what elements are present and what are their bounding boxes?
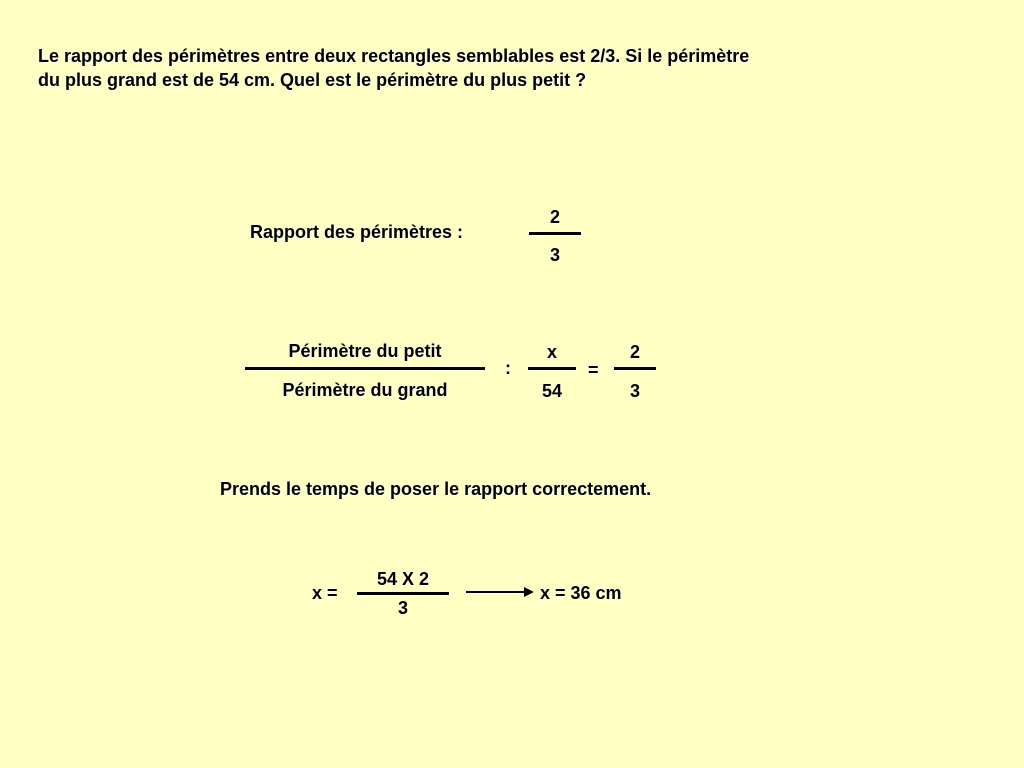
ratio-label: Rapport des périmètres :: [250, 222, 464, 242]
proportion-right-numerator: 2: [629, 342, 640, 362]
proportion-left-numerator: Périmètre du petit: [288, 341, 442, 361]
solution-denominator: 3: [397, 598, 408, 618]
proportion-equals: =: [588, 360, 599, 380]
question-line-2: du plus grand est de 54 cm. Quel est le périmètre du plus petit ?: [38, 70, 587, 90]
hint-text: Prends le temps de poser le rapport correctement.: [220, 479, 652, 499]
arrow-shaft: [466, 591, 526, 593]
proportion-separator: :: [505, 358, 511, 378]
solution-fraction-bar: [357, 592, 449, 595]
proportion-right-fraction-bar: [614, 367, 656, 370]
arrow-right-icon: [524, 587, 534, 597]
proportion-middle-denominator: 54: [541, 381, 563, 401]
ratio-denominator: 3: [549, 245, 560, 265]
proportion-middle-numerator: x: [546, 342, 557, 362]
question-line-1: Le rapport des périmètres entre deux rectangles semblables est 2/3. Si le périmètre: [38, 46, 750, 66]
proportion-left-denominator: Périmètre du grand: [282, 380, 448, 400]
solution-numerator: 54 X 2: [376, 569, 430, 589]
proportion-right-denominator: 3: [629, 381, 640, 401]
solution-result: x = 36 cm: [540, 583, 622, 603]
proportion-middle-fraction-bar: [528, 367, 576, 370]
solution-lhs: x =: [312, 583, 338, 603]
question-text: [38, 44, 978, 92]
ratio-numerator: 2: [549, 207, 560, 227]
proportion-left-fraction-bar: [245, 367, 485, 370]
ratio-fraction-bar: [529, 232, 581, 235]
